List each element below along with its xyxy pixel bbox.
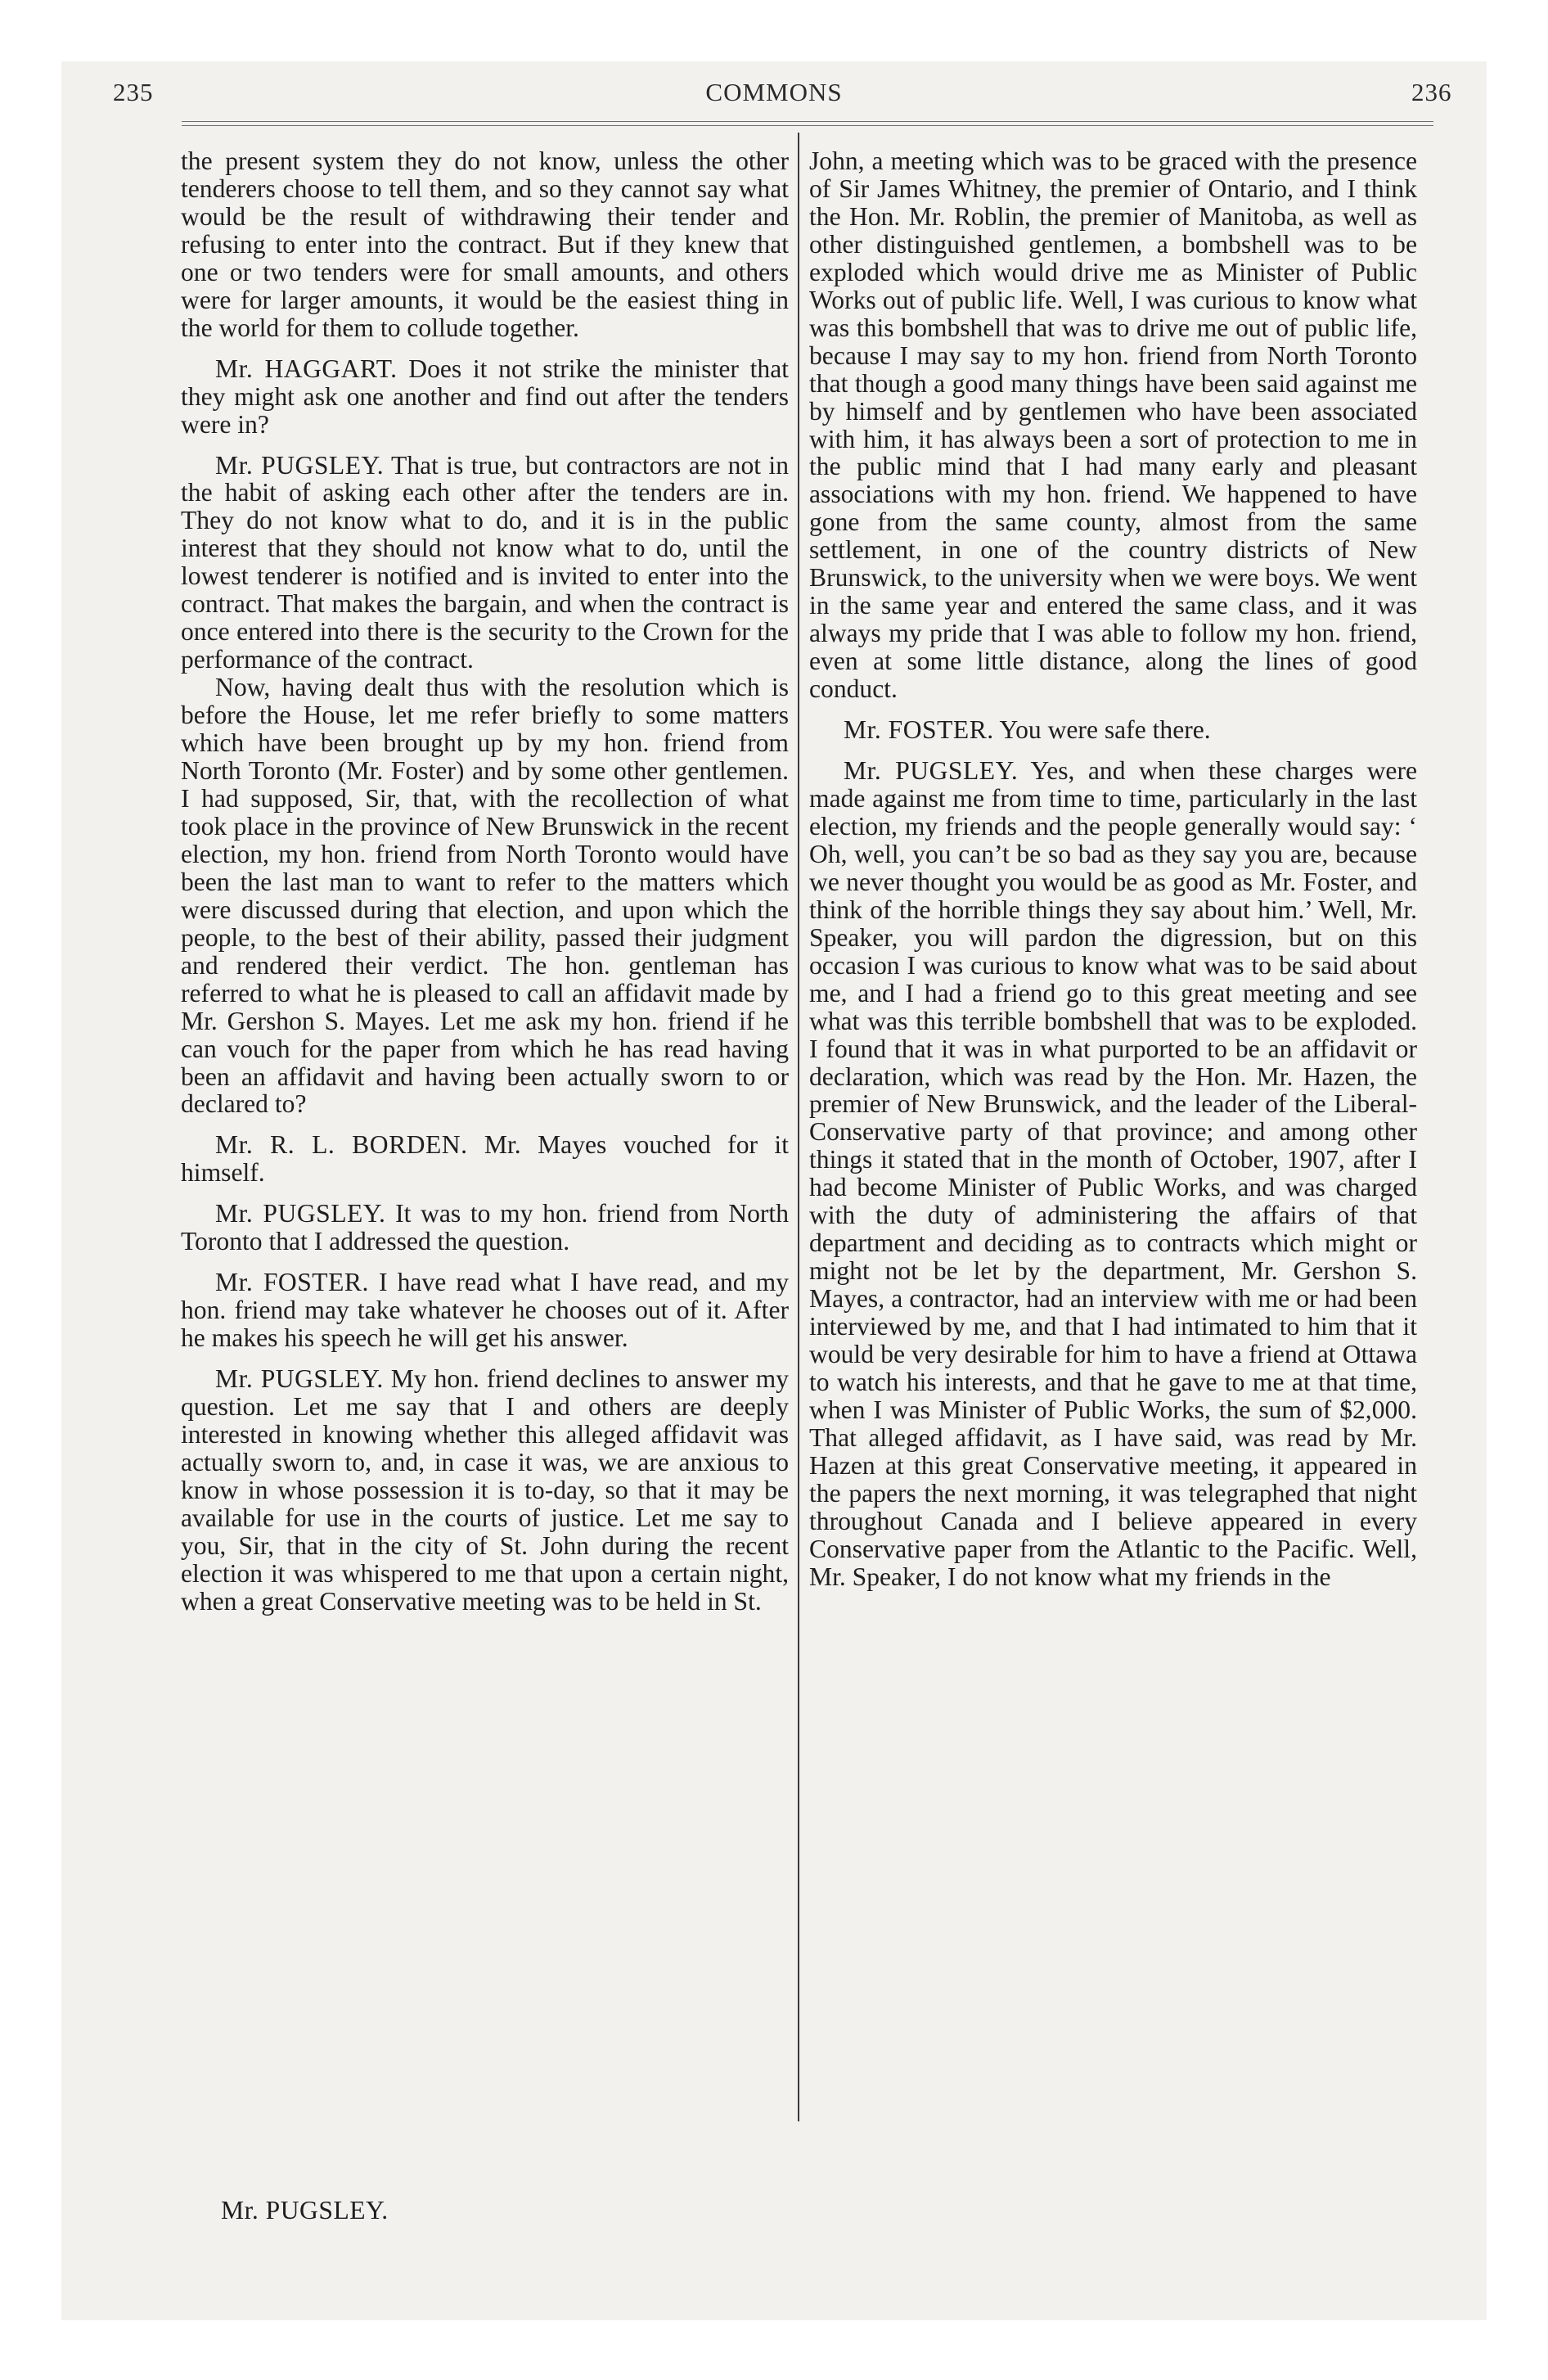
speaker-name: Mr. PUGSLEY. bbox=[844, 756, 1019, 786]
speaker-name: Mr. HAGGART. bbox=[215, 354, 398, 383]
speaker-name: Mr. PUGSLEY. bbox=[215, 1199, 386, 1228]
paragraph: Mr. PUGSLEY. It was to my hon. friend from North Toronto that I addressed the question. bbox=[181, 1199, 789, 1256]
speaker-name: Mr. FOSTER. bbox=[215, 1268, 369, 1297]
speaker-name: Mr. FOSTER. bbox=[844, 715, 994, 745]
paragraph: Mr. FOSTER. I have read what I have read, and my hon. friend may take whatever he chooses out of it. After he makes his speech he will get his answer. bbox=[181, 1268, 789, 1353]
catchword: Mr. PUGSLEY. bbox=[221, 2196, 389, 2224]
page-number-left: 235 bbox=[113, 78, 154, 106]
speaker-name: Mr. R. L. BORDEN. bbox=[215, 1130, 468, 1160]
left-column bbox=[181, 147, 789, 1616]
right-column bbox=[809, 147, 1417, 1591]
speaker-name: Mr. PUGSLEY. bbox=[215, 450, 385, 480]
paragraph: Mr. FOSTER. You were safe there. bbox=[844, 715, 1211, 745]
paragraph: Mr. PUGSLEY. My hon. friend declines to answer my question. Let me say that I and others are deeply interested in knowing whether this alleged affidavit was actually sworn to, and, in case it was, we are anxious to know in whose possession it is to-day, so that it may be available for use in the courts of justice. Let me say to you, Sir, that in the city of St. John during the recent election it was whispered to me that upon a certain night, when a great Conservative meeting was to be held in St. bbox=[181, 1364, 789, 1616]
running-head: COMMONS bbox=[705, 78, 843, 106]
paragraph: Mr. R. L. BORDEN. Mr. Mayes vouched for it himself. bbox=[181, 1130, 789, 1188]
speaker-name: Mr. PUGSLEY. bbox=[215, 1364, 384, 1394]
paragraph: Now, having dealt thus with the resolution which is before the House, let me refer briefly to some matters which have been brought up by my hon. friend from North Toronto (Mr. Foster) and by some other gentlemen. I had supposed, Sir, that, with the recollection of what took place in the province of New Brunswick in the recent election, my hon. friend from North Toronto would have been the last man to want to refer to the matters which were discussed during that election, and upon which the people, to the best of their ability, passed their judgment and rendered their verdict. The hon. gentleman has referred to what he is pleased to call an affidavit made by Mr. Gershon S. Mayes. Let me ask my hon. friend if he can vouch for the paper from which he has read having been an affidavit and having been actually sworn to or declared to? bbox=[181, 673, 789, 1119]
paragraph: Mr. PUGSLEY. That is true, but contractors are not in the habit of asking each other after the tenders are in. They do not know what to do, and it is in the public interest that they should not know what to do, until the lowest tenderer is notified and is invited to enter into the contract. That makes the bargain, and when the contract is once entered into there is the security to the Crown for the performance of the contract. bbox=[181, 450, 790, 674]
paragraph: John, a meeting which was to be graced with the presence of Sir James Whitney, the premier of Ontario, and I think the Hon. Mr. Roblin, the premier of Manitoba, as well as other distinguished gentlemen, a bombshell was to be exploded which would drive me as Minister of Public Works out of public life. Well, I was curious to know what was this bombshell that was to drive me out of public life, because I may say to my hon. friend from North Toronto that though a good many things have been said against me by himself and by gentlemen who have been associated with him, it has always been a sort of protection to me in the public mind that I had many early and pleasant associations with my hon. friend. We happened to have gone from the same county, almost from the same settlement, in one of the country districts of New Brunswick, to the university when we were boys. We went in the same year and entered the same class, and it was always my pride that I was able to follow my hon. friend, even at some little distance, along the lines of good conduct. bbox=[809, 146, 1417, 704]
paragraph: Mr. PUGSLEY. Yes, and when these charges were made against me from time to time, particularly in the last election, my friends and the people generally would say: ‘ Oh, well, you can’t be so bad as they say you are, because we never thought you would be as good as Mr. Foster, and think of the horrible things they say about him.’ Well, Mr. Speaker, you will pardon the digression, but on this occasion I was curious to know what was to be said about me, and I had a friend go to this great meeting and see what was this terrible bombshell that was to be exploded. I found that it was in what purported to be an affidavit or declaration, which was read by the Hon. Mr. Hazen, the premier of New Brunswick, and the leader of the Liberal-Conservative party of that province; and among other things it stated that in the month of October, 1907, after I had become Minister of Public Works, and was charged with the duty of administering the affairs of that department and deciding as to contracts which might or might not be let by the department, Mr. Gershon S. Mayes, a contractor, had an interview with me or had been interviewed by me, and that I had intimated to him that it would be very desirable for him to have a friend at Ottawa to watch his interests, and that he gave to me at that time, when I was Minister of Public Works, the sum of $2,000. That alleged affidavit, as I have said, was read by Mr. Hazen at this great Conservative meeting, it appeared in the papers the next morning, it was telegraphed that night throughout Canada and I believe appeared in every Conservative paper from the Atlantic to the Pacific. Well, Mr. Speaker, I do not know what my friends in the bbox=[809, 756, 1417, 1591]
page-number-right: 236 bbox=[1411, 78, 1452, 106]
column-divider bbox=[798, 133, 799, 2121]
header-rule bbox=[182, 125, 1433, 126]
paragraph: Mr. HAGGART. Does it not strike the minister that they might ask one another and find out after the tenders were in? bbox=[181, 354, 789, 439]
header-rule bbox=[182, 121, 1433, 122]
paragraph: the present system they do not know, unless the other tenderers choose to tell them, and so they cannot say what would be the result of withdrawing their tender and refusing to enter into the contract. But if they knew that one or two tenders were for small amounts, and others were for larger amounts, it would be the easiest thing in the world for them to collude together. bbox=[181, 146, 789, 342]
